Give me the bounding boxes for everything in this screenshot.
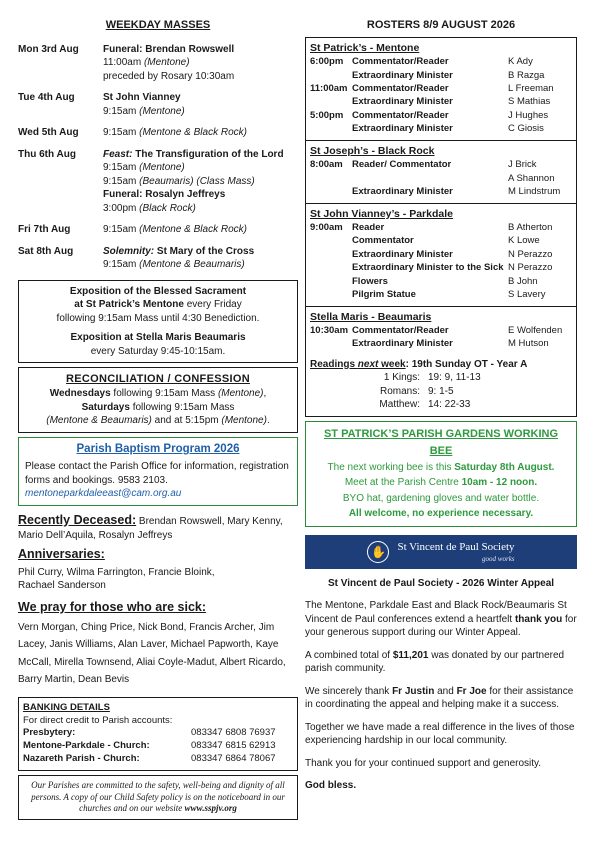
roster-time: 8:00am [310,159,343,171]
anniversaries-line2: Rachael Sanderson [18,580,106,592]
roster-row [310,69,572,82]
roster-time [310,337,352,350]
svdp-logo-icon: ✋ [367,541,389,563]
mass-day-label: Sat 8th Aug [18,245,74,257]
rosters-box [305,37,577,417]
baptism-text: Please contact the Parish Office for information, registration forms and bookings. 9583 2103. [25,461,289,486]
baptism-title: Parish Baptism Program 2026 [76,442,240,455]
roster-time: 6:00pm [310,56,344,68]
roster-role: Reader/ Commentator [352,159,452,171]
readings-header: Readings next week: 19th Sunday OT - Year A [310,358,528,370]
roster-role: Pilgrim Statue [352,289,416,301]
roster-time [310,172,352,185]
mass-day-row [18,245,298,272]
reading-row [310,371,572,385]
bank-account-row [23,727,293,740]
roster-time: 10:30am [310,324,349,336]
roster-role: Extraordinary Minister to the Sick [352,262,504,274]
mass-line [103,148,298,162]
roster-role [352,172,508,185]
roster-row [310,172,572,185]
mass-line [103,43,298,57]
mass-line-location: (Beaumaris) (Class Mass) [136,175,255,187]
mass-day-details [103,245,298,272]
recently-deceased-label: Recently Deceased: [18,512,137,527]
mass-line-location: (Mentone & Black Rock) [136,224,247,236]
reading-ref: 9: 1-5 [428,385,454,397]
reading-book: Matthew: [379,399,420,411]
working-bee-title: ST PATRICK’S PARISH GARDENS WORKING BEE [323,427,559,457]
left-column [18,18,298,820]
mass-day-label: Mon 3rd Aug [18,43,79,55]
roster-name: B Razga [508,69,545,81]
banking-title: BANKING DETAILS [23,701,110,713]
mass-line [103,258,298,272]
roster-name: E Wolfenden [508,324,563,336]
mass-line-location: (Black Rock) [136,202,196,214]
exposition-box [18,280,298,364]
mass-day-label: Thu 6th Aug [18,148,76,160]
mass-line-main: Funeral: Rosalyn Jeffreys [103,189,226,201]
recently-deceased-names: Brendan Rowswell, Mary Kenny, Mario Dell’Aquila, Rosalyn Jeffreys [18,515,283,541]
mass-line [103,202,298,216]
roster-time [310,288,352,301]
exposition-st-patricks: Exposition of the Blessed Sacrament at St Patrick’s Mentone every Friday following 9:15am Mass until 4:30 Benediction. [56,285,260,324]
mass-line-location: (Mentone & Black Rock) [136,127,247,139]
recently-deceased [18,512,298,542]
roster-row [310,185,572,198]
roster-name: S Lavery [508,289,546,301]
roster-time: 5:00pm [310,109,344,121]
mass-line [103,70,298,84]
bank-account-number: 083347 6808 76937 [191,727,276,739]
reconciliation-saturdays: Saturdays following 9:15am Mass [81,401,235,413]
mass-line [103,91,298,105]
roster-time [310,185,352,198]
working-bee-date: The next working bee is this Saturday 8th August. [327,461,555,473]
reading-row [310,385,572,399]
roster-section-title: St John Vianney’s - Parkdale [310,207,453,220]
mass-line-main: Feast: [103,148,133,160]
mass-line-location: (Mentone & Beaumaris) [136,259,245,271]
appeal-para-1: The Mentone, Parkdale East and Black Rock/Beaumaris St Vincent de Paul conferences extend a heartfelt thank you for your generous support during our Winter Appeal. [305,600,577,639]
roster-name: K Ady [508,56,533,68]
bank-account-number: 083347 6815 62913 [191,740,276,752]
reading-book: Romans: [379,385,420,397]
roster-section-title: Stella Maris - Beaumaris [310,310,432,323]
baptism-box [18,437,298,506]
roster-role: Extraordinary Minister [352,123,453,135]
working-bee-welcome: All welcome, no experience necessary. [348,508,534,520]
banking-accounts [23,727,293,765]
mass-day-label: Tue 4th Aug [18,92,75,104]
mass-line-main: 3:00pm [103,202,137,214]
readings-section [306,355,576,416]
winter-appeal [305,577,577,793]
roster-time [310,95,352,108]
mass-day-row [18,223,298,237]
roster-name: K Lowe [508,235,540,247]
roster-name: B John [508,275,538,287]
mass-day-row [18,126,298,140]
roster-row [310,109,572,122]
roster-row [310,275,572,288]
appeal-title: St Vincent de Paul Society - 2026 Winter Appeal [327,577,555,589]
mass-line [103,175,298,189]
mass-day-details [103,148,298,216]
mass-line-main: 9:15am [103,162,137,174]
mass-line [103,105,298,119]
roster-row [310,95,572,108]
roster-name: M Lindstrum [508,186,561,198]
roster-time [310,275,352,288]
svdp-banner [305,535,577,569]
mass-line [103,161,298,175]
svdp-tagline: good works [482,554,515,563]
bank-account-row [23,740,293,753]
roster-role: Reader [352,221,385,233]
mass-line [103,223,298,237]
roster-row [310,122,572,135]
roster-name: J Brick [508,159,537,171]
roster-name: L Freeman [508,82,554,94]
bank-account-number: 083347 6864 78067 [191,753,276,765]
mass-line-rest: St Mary of the Cross [154,245,255,257]
roster-section [306,307,576,355]
roster-name: B Atherton [508,221,553,233]
roster-role: Commentator/Reader [352,109,449,121]
child-safety-text: Our Parishes are committed to the safety, well-being and dignity of all persons. A copy of our Child Safety policy is on the noticeboard in our churches and on our website [31,779,285,814]
child-safety-box [18,775,298,820]
mass-line-main: St John Vianney [103,92,181,104]
banking-intro: For direct credit to Parish accounts: [23,714,173,726]
bank-account-name: Nazareth Parish - Church: [23,753,140,765]
sick-list [18,599,298,689]
rosters-title: ROSTERS 8/9 AUGUST 2026 [366,19,516,31]
roster-role: Commentator/Reader [352,324,449,336]
roster-row [310,158,572,171]
roster-time [310,69,352,82]
exposition-stella-maris: Exposition at Stella Maris Beaumaris every Saturday 9:45-10:15am. [70,332,246,357]
roster-section-title: St Joseph’s - Black Rock [310,144,435,157]
roster-time [310,248,352,261]
reconciliation-locations: (Mentone & Beaumaris) and at 5:15pm (Mentone). [46,415,270,427]
anniversaries-line1: Phil Curry, Wilma Farrington, Francie Bloink, [18,566,215,578]
mass-line-rest: The Transfiguration of the Lord [132,148,284,160]
mass-line-main: 11:00am [103,57,142,69]
sick-names: Vern Morgan, Ching Price, Nick Bond, Francis Archer, Jim Lacey, Janis Williams, Alan Laver, Michael Papworth, Kaye McCall, Mirella Townsend, Aliai Coyle-Madut, Albert Ricardo, Barry Martin, Dean Bevis [18,621,286,686]
mass-line-location: (Mentone) [136,162,185,174]
mass-line-main: Solemnity: [103,245,155,257]
mass-day-label: Fri 7th Aug [18,224,71,236]
roster-role: Extraordinary Minister [352,248,453,260]
roster-section-title: St Patrick’s - Mentone [310,41,420,54]
mass-day-row [18,148,298,216]
svdp-name: St Vincent de Paul Society [397,540,515,553]
right-column [305,18,577,802]
appeal-para-3: We sincerely thank Fr Justin and Fr Joe for their assistance in coordinating the appeal and helping make it a success. [305,685,574,711]
roster-section [306,38,576,141]
weekday-masses-title: WEEKDAY MASSES [105,19,211,31]
mass-day-details [103,223,298,237]
banking-box [18,697,298,771]
roster-role: Extraordinary Minister [352,69,453,81]
mass-day-details [103,91,298,118]
anniversaries-label: Anniversaries: [18,547,105,562]
bank-account-name: Mentone-Parkdale - Church: [23,740,150,752]
mass-line-main: 9:15am [103,224,137,236]
mass-line-main: 9:15am [103,175,137,187]
anniversaries [18,546,298,593]
roster-row [310,324,572,337]
roster-row [310,261,572,274]
mass-line-location: (Mentone) [141,57,190,69]
mass-day-label: Wed 5th Aug [18,127,79,139]
mass-day-row [18,91,298,118]
bank-account-row [23,753,293,766]
roster-row [310,234,572,247]
roster-time [310,234,352,247]
roster-role: Extraordinary Minister [352,96,453,108]
roster-row [310,337,572,350]
appeal-para-4: Together we have made a real difference in the lives of those experiencing hardship in our local community. [305,721,575,747]
reading-ref: 19: 9, 11-13 [428,372,481,384]
mass-day-row [18,43,298,84]
working-bee-bring: BYO hat, gardening gloves and water bottle. [342,492,540,504]
roster-role: Flowers [352,275,388,287]
baptism-email-link[interactable]: mentoneparkdaleeast@cam.org.au [25,488,182,500]
appeal-para-2: A combined total of $11,201 was donated by our partnered parish community. [305,649,565,675]
sick-label: We pray for those who are sick: [18,599,207,614]
roster-name: C Giosis [508,123,544,135]
bank-account-name: Presbytery: [23,727,76,739]
roster-section [306,204,576,307]
roster-row [310,221,572,234]
reconciliation-wednesdays: Wednesdays following 9:15am Mass (Mentone), [49,388,267,400]
roster-name: M Hutson [508,338,549,350]
roster-role: Commentator [352,235,414,247]
mass-day-details [103,43,298,84]
roster-time: 11:00am [310,82,348,94]
mass-line-main: preceded by Rosary 10:30am [103,70,235,82]
website-link[interactable]: www.sspjv.org [184,803,237,814]
roster-section [306,141,576,204]
mass-line-main: 9:15am [103,127,137,139]
roster-name: A Shannon [508,172,555,184]
reading-ref: 14: 22-33 [428,399,471,411]
mass-line [103,188,298,202]
roster-role: Extraordinary Minister [352,338,453,350]
mass-line-main: 9:15am [103,105,137,117]
roster-time [310,122,352,135]
roster-role: Commentator/Reader [352,82,449,94]
roster-role: Extraordinary Minister [352,186,453,198]
readings-list [310,371,572,412]
mass-line-location: (Mentone) [136,105,185,117]
roster-time: 9:00am [310,221,343,233]
mass-line [103,245,298,259]
working-bee-time: Meet at the Parish Centre 10am - 12 noon. [344,477,538,489]
reconciliation-box [18,367,298,432]
mass-line [103,56,298,70]
roster-name: S Mathias [508,96,551,108]
working-bee-box [305,421,577,527]
reconciliation-title: RECONCILIATION / CONFESSION [66,373,250,386]
roster-time [310,261,352,274]
appeal-para-6: God bless. [305,780,357,792]
weekday-masses-list [18,43,298,272]
roster-row [310,288,572,301]
roster-name: J Hughes [508,109,549,121]
appeal-para-5: Thank you for your continued support and generosity. [305,757,542,769]
mass-day-details [103,126,298,140]
roster-row [310,248,572,261]
reading-book: 1 Kings: [383,372,420,384]
mass-line-main: 9:15am [103,259,137,271]
roster-row [310,82,572,95]
roster-name: N Perazzo [508,262,553,274]
mass-line-main: Funeral: Brendan Rowswell [103,43,235,55]
reading-row [310,398,572,412]
roster-role: Commentator/Reader [352,56,449,68]
roster-name: N Perazzo [508,248,553,260]
roster-row [310,55,572,68]
mass-line [103,126,298,140]
